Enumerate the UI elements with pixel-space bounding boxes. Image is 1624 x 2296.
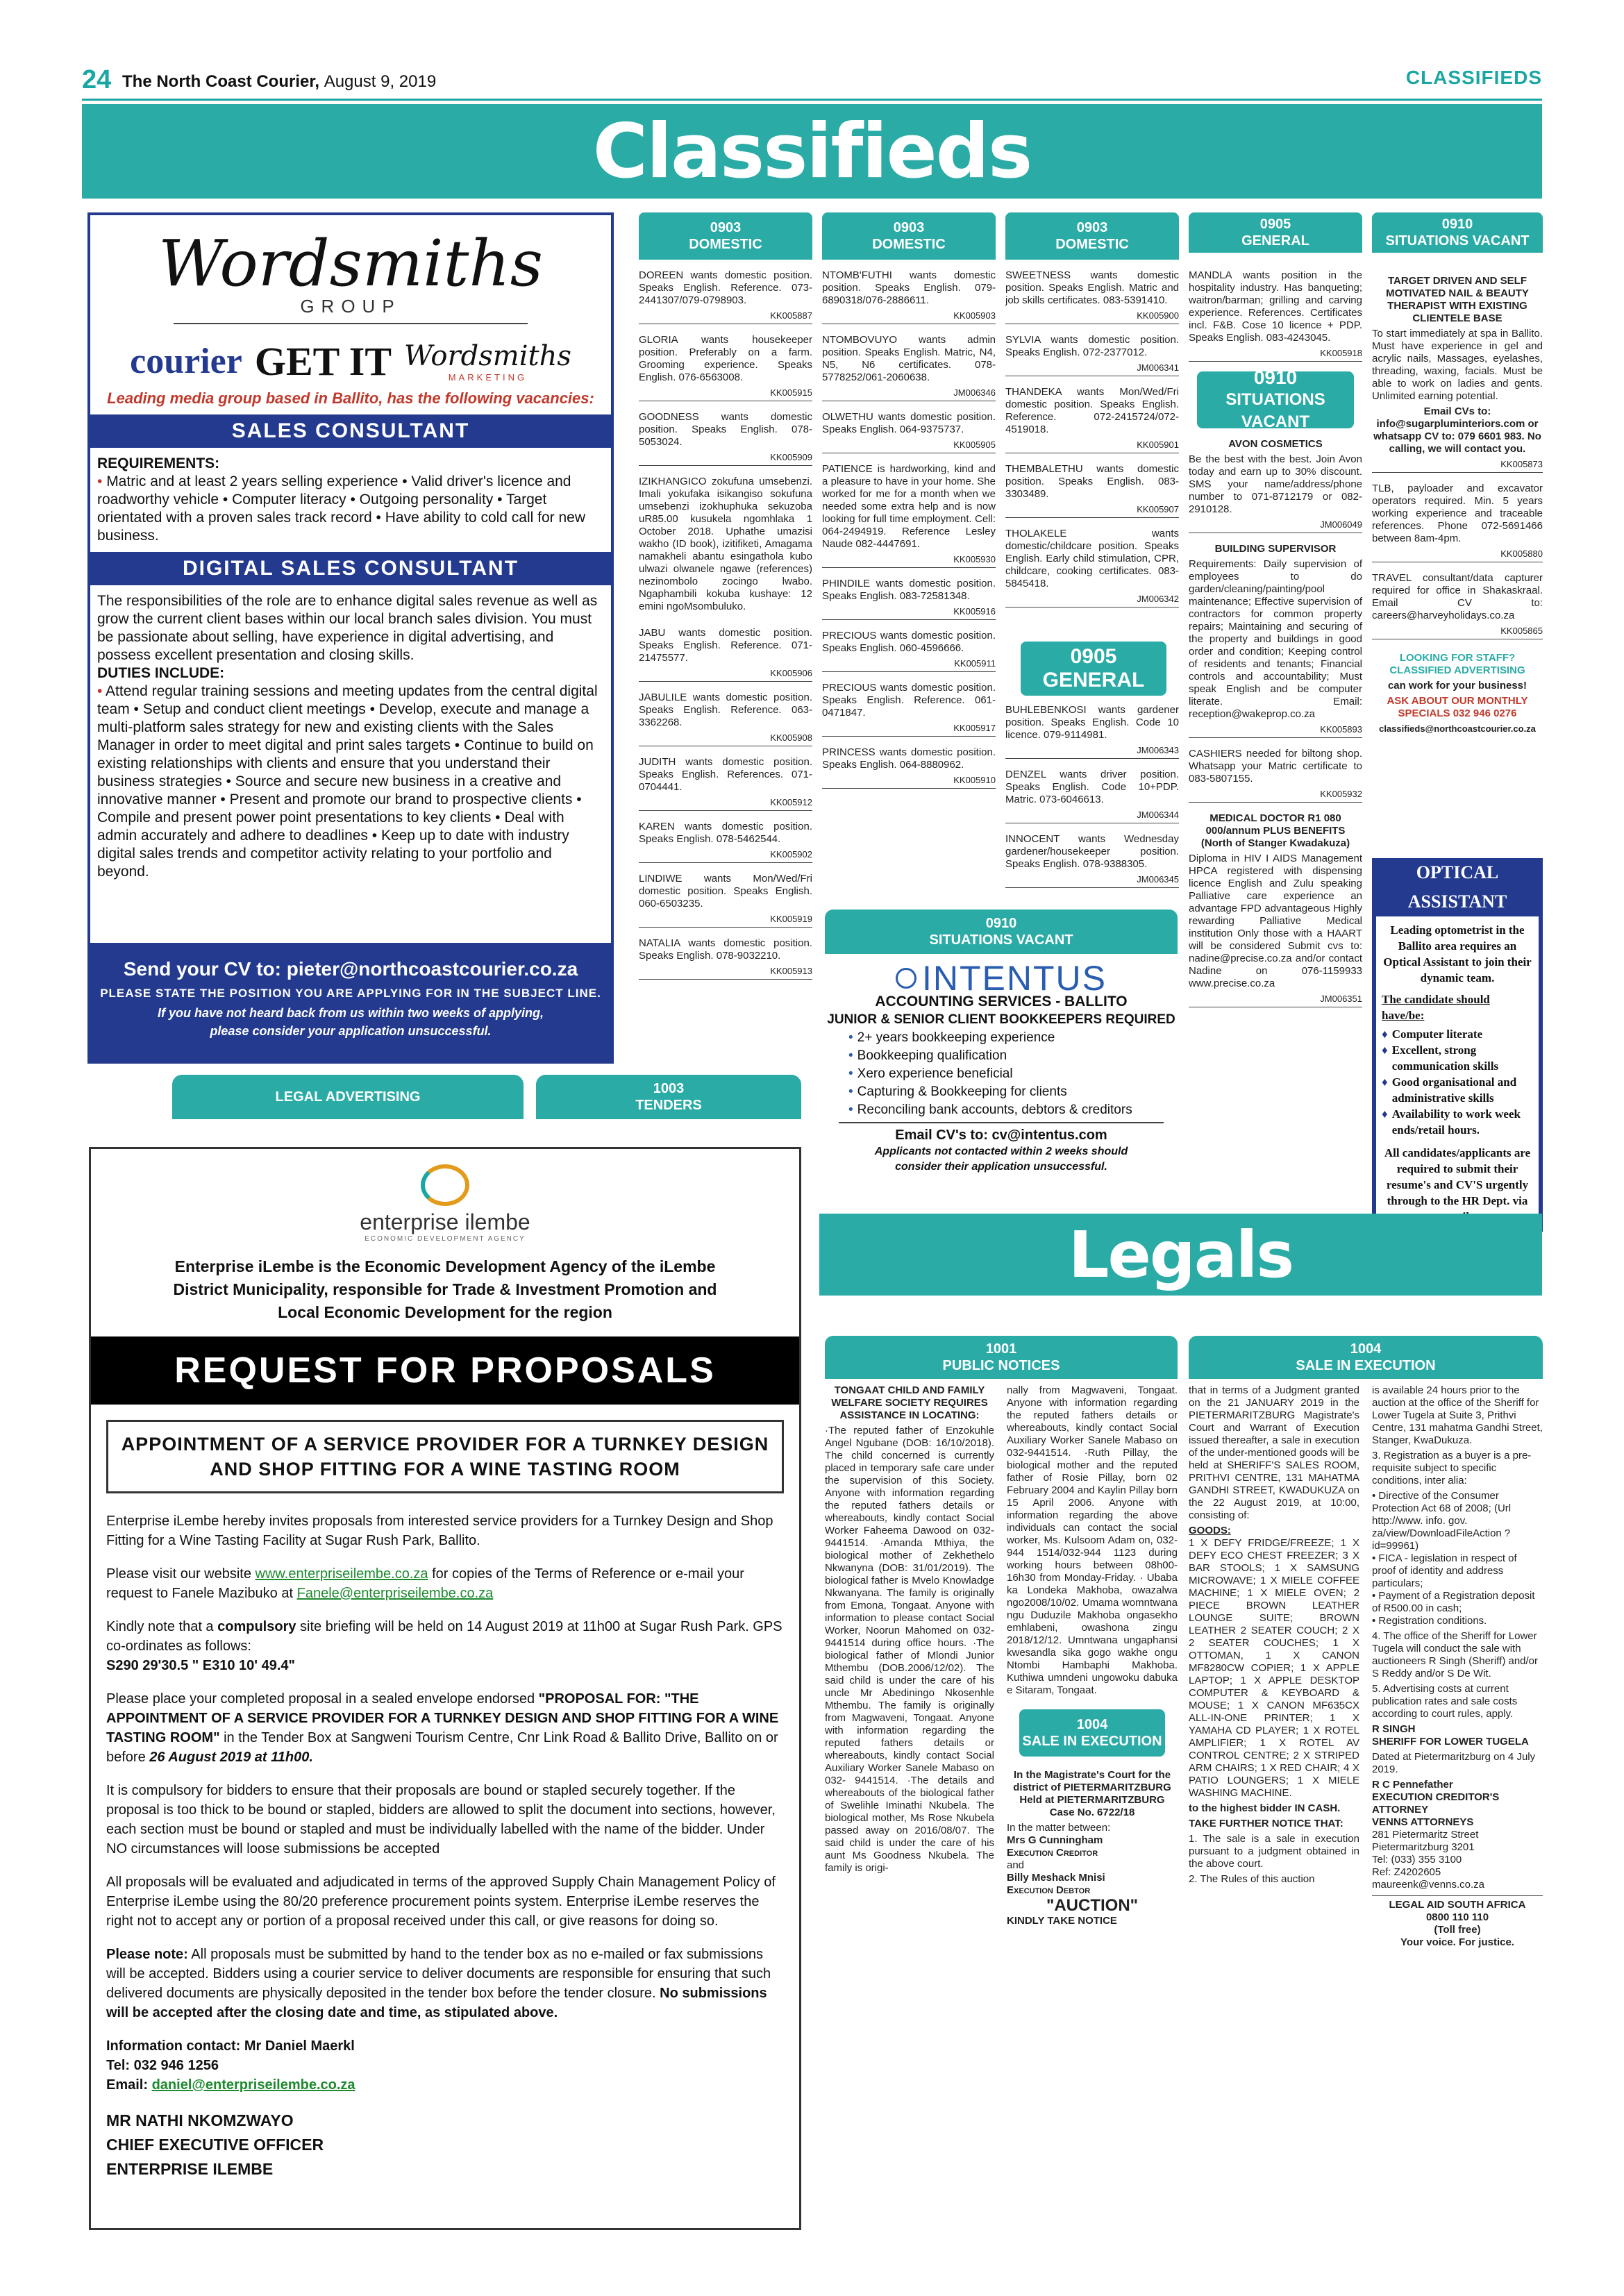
enterprise-ilembe-rfp xyxy=(89,1147,801,2230)
list-item-text: Good organisational and administrative skills xyxy=(1391,1075,1517,1105)
listing-ref: JM006346 xyxy=(822,387,996,401)
bullet-icon: ♦ xyxy=(1382,1075,1388,1089)
list-item xyxy=(1382,1026,1533,1042)
listing: PRECIOUS wants domestic position. Speaks English. 060-4596666. xyxy=(822,630,996,654)
domestic-column-2 xyxy=(822,269,996,798)
header-code: 1003 xyxy=(653,1081,685,1096)
listing-ref: KK005930 xyxy=(822,553,996,568)
listing-ref: KK005909 xyxy=(639,451,812,466)
sales-requirements: Matric and at least 2 years selling experience • Valid driver's licence and roadworthy vehicle • Computer literacy • Outgoing personality • Target orientated with a proven sales track record • Have ability to cold call for new business. xyxy=(97,474,586,544)
legal-aid-phone: 0800 110 110 xyxy=(1425,1911,1489,1923)
header-label: GENERAL xyxy=(1241,233,1309,249)
text: Email: xyxy=(106,2077,152,2093)
tongaat-heading: TONGAAT CHILD AND FAMILY WELFARE SOCIETY REQUIRES ASSISTANCE IN LOCATING: xyxy=(831,1384,988,1421)
listing: PRINCESS wants domestic position. Speaks English. 064-8880962. xyxy=(822,746,996,771)
staff-promo-specials: ASK ABOUT OUR MONTHLY SPECIALS 032 946 0276 xyxy=(1387,695,1528,719)
text: Kindly note that a xyxy=(106,1619,218,1634)
digital-intro: The responsibilities of the role are to enhance digital sales revenue as well as grow the current client bases within our local branch sales division. You must be passionate about selling, have experience in digital advertising, and possess excellent presentation and closing skills. xyxy=(97,593,598,663)
bullet-icon: • xyxy=(848,1048,853,1063)
listing-ref: KK005913 xyxy=(639,965,812,980)
header-code: 1004 xyxy=(1350,1341,1382,1357)
list-item-text: Availability to work week ends/retail hours. xyxy=(1391,1107,1521,1137)
listing: THANDEKA wants Mon/Wed/Fri domestic position. Speaks English. Reference. 072-2415724/072-4519018. xyxy=(1005,386,1179,435)
header-label: SITUATIONS VACANT xyxy=(1225,390,1325,431)
directive-3: • Payment of a Registration deposit of R500.00 in cash; xyxy=(1372,1590,1535,1614)
wordsmiths-small-logo: Wordsmiths xyxy=(404,340,571,372)
optical-requirements-heading: The candidate should have/be: xyxy=(1382,993,1490,1022)
listing: JUDITH wants domestic position. Speaks English. References. 071-0704441. xyxy=(639,756,812,793)
further-notice: TAKE FURTHER NOTICE THAT: xyxy=(1189,1818,1343,1829)
ad-ref: JM006049 xyxy=(1189,519,1362,533)
sheriff-name: R SINGH xyxy=(1372,1723,1416,1735)
travel-ad: TRAVEL consultant/data capturer required for office in Shakaskraal. Email CV to: careers@harveyholidays.co.za xyxy=(1372,572,1543,621)
list-item xyxy=(848,1083,1178,1101)
optical-assistant-ad xyxy=(1372,858,1543,1232)
header-code: 0910 xyxy=(1253,367,1298,388)
listing-ref: KK005907 xyxy=(1005,503,1179,518)
header-code: 0903 xyxy=(1076,220,1108,235)
signatory-org: ENTERPRISE ILEMBE xyxy=(106,2160,274,2178)
listing-ref: KK005905 xyxy=(822,439,996,453)
masthead-rule xyxy=(82,99,1542,101)
listing: JABULILE wants domestic position. Speaks English. Reference. 063-3362268. xyxy=(639,692,812,728)
getit-logo: GET IT xyxy=(254,338,392,384)
attorney-ref: Ref: Z4202605 xyxy=(1372,1866,1441,1878)
digital-sales-title: DIGITAL SALES CONSULTANT xyxy=(90,552,611,585)
listing-ref: KK005908 xyxy=(639,732,812,746)
sales-consultant-title: SALES CONSULTANT xyxy=(90,414,611,448)
listing: NATALIA wants domestic position. Speaks English. 078-9032210. xyxy=(639,937,812,962)
list-item xyxy=(848,1065,1178,1083)
header-sale-in-execution-1 xyxy=(1189,1336,1543,1379)
intentus-note: Applicants not contacted within 2 weeks should consider their application unsuccessful. xyxy=(874,1146,1128,1173)
text: No submissions will be accepted after the closing date and time, as stipulated above. xyxy=(106,1986,767,2020)
bullet-icon: • xyxy=(848,1103,853,1117)
header-domestic-2 xyxy=(822,212,996,260)
situations-vacant-column xyxy=(1372,275,1543,738)
enterprise-intro: Enterprise iLembe is the Economic Development Agency of the iLembe District Municipality, responsible for Trade & Investment Promotion and Local Economic Development for the region xyxy=(173,1257,717,1321)
listing-ref: JM006343 xyxy=(1005,744,1179,759)
intentus-logo-icon xyxy=(896,968,916,989)
enterprise-logo-sub: ECONOMIC DEVELOPMENT AGENCY xyxy=(365,1235,526,1243)
wordsmiths-tagline: Leading media group based in Ballito, has the following vacancies: xyxy=(107,389,594,407)
paper-name: The North Coast Courier, xyxy=(122,72,320,91)
classifieds-banner: Classifieds xyxy=(82,104,1542,199)
listing: PATIENCE is hardworking, kind and a pleasure to have in your home. She worked for me for a month when we needed some extra help and is now looking for full time employment. Cell: 064-2494919. Reference Lesley Naude 082-4447691. xyxy=(822,463,996,550)
header-label: PUBLIC NOTICES xyxy=(942,1358,1060,1373)
rfp-paragraph-6: All proposals will be evaluated and adjudicated in terms of the approved Supply Chain Management Policy of Enterprise iLembe using the 80/20 preference procurement points system. Enterprise iLembe reserves the right not to accept any or portion of a proposal received under this call, or give reasons for doing so. xyxy=(106,1875,776,1929)
domestic-column-1 xyxy=(639,269,812,989)
listing-ref: JM006345 xyxy=(1005,873,1179,888)
list-item xyxy=(848,1029,1178,1047)
bullet-icon: • xyxy=(848,1066,853,1081)
wordsmiths-group: GROUP xyxy=(300,296,401,317)
header-code: 0903 xyxy=(893,220,925,235)
listing-ref: JM006342 xyxy=(1005,593,1179,607)
tlb-ad: TLB, payloader and excavator operators required. Min. 5 years working experience and traceable references. Phone 072-5691466 between 8am-4pm. xyxy=(1372,483,1543,544)
listing: INNOCENT wants Wednesday gardener/housekeeper position. Speaks English. 078-9388305. xyxy=(1005,833,1179,870)
header-label: SITUATIONS VACANT xyxy=(1385,233,1530,249)
courier-logo: courier xyxy=(130,341,242,381)
rfp-paragraph-5: It is compulsory for bidders to ensure that their proposals are bound or stapled securely together. If the proposal is too thick to be bound or stapled, bidders are allowed to split the document into sections, however, each section must be bound or stapled and must be individually labelled with the name of the bidder. Under NO circumstances will loose submissions be accepted xyxy=(106,1783,776,1857)
sales-requirements-heading: REQUIREMENTS: xyxy=(97,455,220,471)
rfp-tel: Tel: 032 946 1256 xyxy=(106,2058,219,2073)
list-item-text: Xero experience beneficial xyxy=(857,1066,1013,1081)
between-label: In the matter between: xyxy=(1007,1822,1111,1834)
tongaat-notice-continued: nally from Magwaveni, Tongaat. Anyone with information regarding the reputed fathers details or whereabouts, kindly contact Social Auxiliary Worker Sanele Mabaso on 032-9441514. ·Ruth Pillay, the biological mother and the reputed father of Rosie Pillay, born 02 February 2004 and Kaylin Pillay born 15 April 2006. Anyone with information regarding the above individuals can contact the social worker, Ms. Kulsoom Adam on, 032-944 1514/032-944 1123 during working hours between 08h00-16h30 from Monday-Friday. · Ubaba ka Londeka Makhoba, owazalwa ngo2008/10/02. Umama womntwana ngu Duduzile Makhoba ongasekho emhlabeni, owashona zingu 2018/12/12. Umntwana ungaphansi kwesandla sika gogo wakhe ongu Ntombi Hambaphi Makhoba. Kuthiwa umndeni ungowoku dabuka e Sitaram, Tongaat. xyxy=(1007,1384,1178,1696)
rfp-paragraph-1: Enterprise iLembe hereby invites proposals from interested service providers for a Turnkey Design and Shop Fitting for a Wine Tasting Facility at Sugar Rush Park, Ballito. xyxy=(106,1514,773,1548)
listing: BUHLEBENKOSI wants gardener position. Speaks English. Code 10 licence. 079-9114981. xyxy=(1005,704,1179,741)
nail-therapist-heading: TARGET DRIVEN AND SELF MOTIVATED NAIL & BEAUTY THERAPIST WITH EXISTING CLIENTELE BASE xyxy=(1386,275,1529,324)
header-code: 0905 xyxy=(1070,645,1117,668)
listing: OLWETHU wants domestic position. Speaks English. 064-9375737. xyxy=(822,411,996,435)
listing-ref: KK005910 xyxy=(822,774,996,789)
header-general-2 xyxy=(1021,642,1166,696)
listing-ref xyxy=(639,616,812,617)
header-label: SITUATIONS VACANT xyxy=(929,932,1073,948)
staff-promo-title: LOOKING FOR STAFF? CLASSIFIED ADVERTISING xyxy=(1389,652,1525,676)
directive-1: • Directive of the Consumer Protection Act 68 of 2008; (Url http://www. info. gov. za/view/DownloadFileAction ?id=99961) xyxy=(1372,1490,1512,1552)
list-item-text: Capturing & Bookkeeping for clients xyxy=(857,1084,1067,1099)
debtor-role: Execution Debtor xyxy=(1007,1884,1091,1896)
attorney-name: R C Pennefather xyxy=(1372,1779,1453,1791)
list-item xyxy=(848,1101,1178,1119)
list-item xyxy=(848,1047,1178,1065)
header-general-1 xyxy=(1189,212,1362,253)
rfp-paragraph-2 xyxy=(106,1564,784,1603)
ad-ref: KK005865 xyxy=(1372,625,1543,639)
debtor-name: Billy Meshack Mnisi xyxy=(1007,1872,1105,1884)
goods-list: 1 X DEFY FRIDGE/FREEZE; 1 X DEFY ECO CHEST FREEZER; 3 X BAR STOOLS; 1 X SAMSUNG MICROWAVE; 1 X MIELE COFFEE MACHINE; 1 X MIELE OVEN; 2 PIECE BROWN LEATHER LOUNGE SUITE; BROWN LEATHER 2 SEATER COUCH; 2 X 2 SEATER COUCHES; 1 X OTTOMAN, 1 X CANON MF8280CW COPIER; 1 X APPLE LAPTOP; 1 X APPLE DESKTOP COMPUTER & KEYBOARD & MOUSE; 1 X CANON MF635CX ALL-IN-ONE PRINTER; 1 X YAMAHA CD PLAYER; 1 X ROTEL AMPLIFIER; 1 X ROTEL AV CONTROL CENTRE; 2 X STRIPED ARM CHAIRS; 1 X RED CHAIR; 4 X PATIO LOUNGERS; 1 X MIELE WASHING MACHINE. xyxy=(1189,1537,1359,1799)
ad-ref: KK005932 xyxy=(1189,788,1362,803)
listing: PHINDILE wants domestic position. Speaks English. 083-72581348. xyxy=(822,578,996,602)
text: All proposals must be submitted by hand to the tender box as no e-mailed or fax submissions will be accepted. Bidders using a courier service to deliver documents are responsible for ensuring that such delivered documents are physically deposited in the tender box before the tender closure. xyxy=(106,1947,771,2001)
staff-promo-sub: can work for your business! xyxy=(1387,680,1527,692)
sale-execution-column-2 xyxy=(1372,1384,1543,1949)
marketing-label: MARKETING xyxy=(448,371,528,383)
text: site briefing will be held on 14 August 2019 at 11h00 at Sugar Rush Park. GPS co-ordinates as follows: xyxy=(106,1619,782,1654)
intentus-subheading: JUNIOR & SENIOR CLIENT BOOKKEEPERS REQUIRED xyxy=(827,1012,1175,1027)
newspaper-name xyxy=(122,72,436,92)
ad-ref: KK005880 xyxy=(1372,548,1543,562)
text: "PROPOSAL FOR: "THE APPOINTMENT OF A SERVICE PROVIDER FOR A TURNKEY DESIGN AND SHOP FITTING FOR A WINE TASTING ROOM" xyxy=(106,1691,779,1745)
listing: DOREEN wants domestic position. Speaks English. Reference. 073-2441307/079-0798903. xyxy=(639,269,812,306)
header-public-notices xyxy=(825,1336,1178,1379)
nail-therapist-contact: Email CVs to: info@sugarpluminteriors.com or whatsapp CV to: 079 6601 983. No calling, we will contact you. xyxy=(1373,405,1541,455)
signatory-title: CHIEF EXECUTIVE OFFICER xyxy=(106,2136,324,2154)
rfp-paragraph-4 xyxy=(106,1689,784,1767)
avon-heading: AVON COSMETICS xyxy=(1228,438,1323,450)
intentus-email[interactable]: Email CV's to: cv@intentus.com xyxy=(895,1128,1107,1143)
header-code: 0910 xyxy=(1441,217,1473,232)
judgment-notice: that in terms of a Judgment granted on the 21 JANUARY 2019 in the PIETERMARITZBURG Magistrate's Court and Warrant of Execution issued thereafter, a sale in execution of the under-mentioned goods will be held at SHERIFF'S SALES ROOM, PRITHVI CENTRE, 131 MAHATMA GANDHI STREET, KWADUKUZA on the 22 August 2019, at 10:00, consisting of: xyxy=(1189,1384,1359,1521)
legals-banner: Legals xyxy=(819,1214,1542,1296)
legal-aid-tollfree: (Toll free) xyxy=(1434,1924,1481,1936)
listing-ref: KK005911 xyxy=(822,657,996,672)
rfp-paragraph-3 xyxy=(106,1617,784,1675)
dated: Dated at Pietermaritzburg on 4 July 2019. xyxy=(1372,1751,1536,1775)
optical-requirements xyxy=(1382,1026,1533,1138)
duties-heading: DUTIES INCLUDE: xyxy=(97,665,225,681)
bullet-icon: ♦ xyxy=(1382,1107,1388,1121)
intentus-logo: INTENTUS xyxy=(922,959,1107,998)
intentus-heading: ACCOUNTING SERVICES - BALLITO xyxy=(875,994,1128,1009)
listing-ref: KK005900 xyxy=(1005,310,1179,324)
notice-4: 4. The office of the Sheriff for Lower Tugela will conduct the sale with auctioneers R Singh (Sheriff) and/or S Reddy and/or S De Wit. xyxy=(1372,1630,1539,1679)
header-label: DOMESTIC xyxy=(1055,237,1129,252)
nail-therapist-ad: To start immediately at spa in Ballito. Must have experience in gel and acrylic nails, Massages, eyelashes, threading, waxing, facials. Must be able to work on ladies and gents. Unlimited earning potential. xyxy=(1372,328,1543,402)
gps-coordinates: S290 29'30.5 " E310 10' 49.4" xyxy=(106,1658,296,1673)
listing: THOLAKELE wants domestic/childcare position. Speaks English. Early child stimulation, CPR, childcare, cooking certificates. 083-5845418. xyxy=(1005,528,1179,589)
notice-2: 2. The Rules of this auction xyxy=(1189,1873,1315,1885)
list-item-text: Excellent, strong communication skills xyxy=(1391,1044,1499,1073)
optical-title: OPTICAL ASSISTANT xyxy=(1407,862,1507,912)
listing: SYLVIA wants domestic position. Speaks English. 072-2377012. xyxy=(1005,334,1179,358)
attorney-email[interactable]: maureenk@venns.co.za xyxy=(1372,1879,1543,1896)
public-notices-column-1 xyxy=(825,1384,994,1877)
highest-bidder: to the highest bidder IN CASH. xyxy=(1189,1802,1341,1814)
wordsmiths-logo: Wordsmiths xyxy=(158,226,543,301)
classifieds-email[interactable]: classifieds@northcoastcourier.co.za xyxy=(1379,723,1536,734)
directive-4: • Registration conditions. xyxy=(1372,1615,1487,1627)
listing: NTOMB'FUTHI wants domestic position. Speaks English. 079-6890318/076-2886611. xyxy=(822,269,996,306)
medical-doctor-ad: Diploma in HIV I AIDS Management HPCA registered with dispensing licence English and Zulu speaking Palliative care experience an advantage FPD advantageous Highly rewarding Palliative Medical institution Only those with a HAART will be considered Submit cvs to: nadine@precise.co.za and/or contact Nadine on 076-1159933 www.precise.co.za xyxy=(1189,853,1362,989)
fanele-email-link[interactable]: Fanele@enterpriseilembe.co.za xyxy=(296,1586,494,1601)
listing-ref: KK005912 xyxy=(639,796,812,811)
closing-date: 26 August 2019 at 11h00. xyxy=(149,1750,313,1765)
header-domestic-1 xyxy=(639,212,812,260)
bullet-icon: • xyxy=(97,683,106,699)
bullet-icon: • xyxy=(848,1084,853,1099)
attorney-role: EXECUTION CREDITOR'S ATTORNEY xyxy=(1372,1791,1500,1816)
ad-ref: JM006351 xyxy=(1189,993,1362,1007)
section-name: CLASSIFIEDS xyxy=(1405,67,1542,88)
header-sv-3 xyxy=(825,910,1178,954)
listing-ref: KK005919 xyxy=(639,913,812,928)
header-sv-1 xyxy=(1372,212,1543,253)
enterprise-logo-icon xyxy=(421,1164,469,1206)
listing: KAREN wants domestic position. Speaks English. 078-5462544. xyxy=(639,821,812,845)
tongaat-notice: ·The reputed father of Enzokuhle Angel Ngubane (DOB: 16/10/2018). The child concerned is currently placed in temporary safe care under the supervision of this Society. Anyone with information regarding the reputed fathers details or whereabouts, kindly contact Social Worker Faheema Dawood on 032-9441514. ·Amanda Mthiya, the biological mother of Zekhethelo Nkwanyna (DOB: 31/01/2019). The biological father is Mvelo Knowladge Nkwanyana. The family is originally from Emona, Tongaat. Anyone with information to please contact Social Worker, Noorun Mahomed on 032-9441514 during office hours. ·The biological father of Mlondi Junior Mthembu (DOB.2006/12/02). The said child is under the care of his uncle Mr Abediningo Nkosenhle Mthembu. The family is originally from Magwaveni, Tongaat. Anyone with information regarding the reputed fathers details or whereabouts, kindly contact Social Auxiliary Worker Sanele Mabaso on 032- 9441514. ·The details and whereabouts of the biological father of Swelihle Iminathi Nkubela. The biological mother, Ms Rose Nkubela passed away on 2016/08/07. The said child is under the care of his aunt Ms Goodness Nkubela. The family is origi- xyxy=(825,1425,994,1874)
subject-line-note: PLEASE STATE THE POSITION YOU ARE APPLYING FOR IN THE SUBJECT LINE. xyxy=(100,987,601,1000)
listing: GLORIA wants housekeeper position. Preferably on a farm. Grooming experience. Speaks English. 076-6563008. xyxy=(639,334,812,383)
list-item xyxy=(1382,1106,1533,1138)
listing-ref: KK005917 xyxy=(822,722,996,737)
listing: GOODNESS wants domestic position. Speaks English. 078-5053024. xyxy=(639,411,812,448)
page-number: 24 xyxy=(82,65,112,94)
legal-aid-slogan: Your voice. For justice. xyxy=(1400,1936,1514,1948)
text: for copies of the Terms of Reference or e-mail your request to Fanele Mazibuko at xyxy=(106,1566,744,1601)
header-label: DOMESTIC xyxy=(689,237,762,252)
notice-1: 1. The sale is a sale in execution pursuant to a judgment obtained in the above court. xyxy=(1189,1833,1359,1870)
rfp-subtitle: APPOINTMENT OF A SERVICE PROVIDER FOR A TURNKEY DESIGN AND SHOP FITTING FOR A WINE TASTING ROOM xyxy=(106,1420,784,1493)
daniel-email-link[interactable]: daniel@enterpriseilembe.co.za xyxy=(151,2077,355,2093)
public-notices-column-2 xyxy=(1007,1384,1178,1927)
listing: SWEETNESS wants domestic position. Speaks English. Matric and job skills certificates. 083-5391410. xyxy=(1005,269,1179,306)
listing-ref: KK005887 xyxy=(639,310,812,324)
building-supervisor-ad: Requirements: Daily supervision of employees to do garden/cleaning/painting/pool maintenance; Effective supervision of contractors for common property repairs; Maintaining and securing of the property and buildings in good order and condition; Keeping control of residents and tenants; Financial controls and accountability; Must speak English and be computer literate. Email: reception@wakeprop.co.za xyxy=(1189,558,1362,720)
intentus-requirements xyxy=(825,1029,1178,1119)
header-code: 1001 xyxy=(985,1341,1017,1357)
header-code: 0910 xyxy=(985,916,1017,931)
header-legal-advertising xyxy=(172,1075,524,1119)
intentus-ad xyxy=(825,961,1178,1226)
signatory-name: MR NATHI NKOMZWAYO xyxy=(106,2111,294,2129)
listing-ref: KK005901 xyxy=(1005,439,1179,453)
listing-ref: KK005906 xyxy=(639,667,812,682)
listing-ref: KK005916 xyxy=(822,605,996,620)
header-code: 0905 xyxy=(1259,217,1291,232)
text: Please visit our website xyxy=(106,1566,256,1582)
creditor-role: Execution Creditor xyxy=(1007,1847,1098,1859)
optical-outro: All candidates/applicants are required to submit their resume's and CV'S urgently through to the HR Dept. via xyxy=(1384,1146,1531,1207)
listing: PRECIOUS wants domestic position. Speaks English. Reference. 061-0471847. xyxy=(822,682,996,719)
header-sv-2 xyxy=(1197,367,1354,431)
header-label: LEGAL ADVERTISING xyxy=(275,1089,421,1105)
header-code: 1004 xyxy=(1076,1717,1108,1732)
issue-date: August 9, 2019 xyxy=(324,72,437,91)
medical-doctor-heading: MEDICAL DOCTOR R1 080 000/annum PLUS BENEFITS (North of Stanger Kwadakuza) xyxy=(1200,812,1350,849)
rfp-title: REQUEST FOR PROPOSALS xyxy=(91,1336,799,1405)
sale-execution-column-1 xyxy=(1189,1384,1359,1888)
listing-ref: KK005903 xyxy=(822,310,996,324)
header-label: SALE IN EXECUTION xyxy=(1022,1734,1162,1749)
take-notice: KINDLY TAKE NOTICE xyxy=(1007,1915,1117,1927)
list-item-text: Computer literate xyxy=(1391,1028,1483,1041)
list-item xyxy=(1382,1042,1533,1074)
text: Please place your completed proposal in a sealed envelope endorsed xyxy=(106,1691,539,1707)
list-item-text: 2+ years bookkeeping experience xyxy=(857,1030,1055,1045)
rfp-email xyxy=(106,2075,784,2095)
bullet-icon: • xyxy=(97,474,107,489)
auction-label: "AUCTION" xyxy=(1046,1896,1139,1915)
listing: IZIKHANGICO zokufuna umsebenzi. Imali yokufaka isikangiso sokufuna umsebenzi izokhuphuka sekuzoba uR85.00 kusukela ngomhlaka 1 October 2018. Uphathe umazisi wakho (ID book), izitifiketi, Amagama namakheli abantu esingathola kubo ulwazi olwanele ngawe (references) nezinombolo zocingo lwabo. Ngaphambili kokuba kushaye: 12 emini ngoMsombuluko. xyxy=(639,476,812,612)
bullet-icon: • xyxy=(848,1030,853,1045)
rfp-contact: Information contact: Mr Daniel Maerkl xyxy=(106,2038,355,2054)
auction-rules: is available 24 hours prior to the auction at the office of the Sheriff for Lower Tugela at Suite 3, Prithvi Centre, 131 mahatma Gandhi Street, Stanger, KwaDukuza. xyxy=(1372,1384,1543,1446)
list-item-text: Bookkeeping qualification xyxy=(857,1048,1007,1063)
header-sale-in-execution-2 xyxy=(1019,1709,1165,1757)
avon-ad: Be the best with the best. Join Avon today and earn up to 30% discount. SMS your name/address/phone number to 071-8712179 or 082-2910128. xyxy=(1189,453,1362,515)
list-item xyxy=(1382,1074,1533,1106)
header-tenders xyxy=(536,1075,801,1119)
ad-ref: KK005893 xyxy=(1189,723,1362,738)
legal-aid-name: LEGAL AID SOUTH AFRICA xyxy=(1389,1899,1526,1911)
text: in the Tender Box at Sangweni Tourism Centre, Cnr Link Road & Ballito Drive, Ballito on or before xyxy=(106,1730,778,1765)
header-label: GENERAL xyxy=(1042,669,1145,692)
list-item-text: Reconciling bank accounts, debtors & creditors xyxy=(857,1103,1132,1117)
unsuccessful-note: If you have not heard back from us within two weeks of applying, please consider your application unsuccessful. xyxy=(157,1006,544,1038)
bullet-icon: ♦ xyxy=(1382,1028,1388,1041)
listing: THEMBALETHU wants domestic position. Speaks English. 083-3303489. xyxy=(1005,463,1179,500)
text: Please note: xyxy=(106,1947,188,1962)
building-supervisor-heading: BUILDING SUPERVISOR xyxy=(1214,543,1337,555)
notice-5: 5. Advertising costs at current publication rates and sale costs according to court rules, apply. xyxy=(1372,1683,1518,1720)
header-label: TENDERS xyxy=(635,1098,702,1113)
attorney-address: 281 Pietermaritz Street Pietermaritzburg 3201 xyxy=(1372,1829,1479,1853)
listing: DENZEL wants driver position. Speaks English. Code 10+PDP. Matric. 073-6046613. xyxy=(1005,769,1179,805)
attorney-tel: Tel: (033) 355 3100 xyxy=(1372,1854,1462,1866)
domestic-column-3 xyxy=(1005,269,1179,617)
listing-ref: KK005915 xyxy=(639,387,812,401)
listing: JABU wants domestic position. Speaks English. Reference. 071-21475577. xyxy=(639,627,812,664)
general-column xyxy=(1005,704,1179,898)
directive-2: • FICA - legislation in respect of proof of identity and address particulars; xyxy=(1372,1552,1517,1589)
and-label: and xyxy=(1007,1859,1025,1871)
goods-heading: GOODS: xyxy=(1189,1525,1231,1536)
enterprise-logo: enterprise ilembe xyxy=(360,1209,530,1234)
ad-ref: KK005873 xyxy=(1372,458,1543,473)
listing: LINDIWE wants Mon/Wed/Fri domestic position. Speaks English. 060-6503235. xyxy=(639,873,812,910)
creditor-name: Mrs G Cunningham xyxy=(1007,1834,1103,1846)
header-label: SALE IN EXECUTION xyxy=(1296,1358,1436,1373)
header-label: DOMESTIC xyxy=(872,237,946,252)
send-cv-email[interactable]: Send your CV to: pieter@northcoastcourier.co.za xyxy=(123,958,578,980)
mandla-ad: MANDLA wants position in the hospitality industry. Has banqueting; waitron/barman; grilling and carving experience. References. Certificates incl. F&B. Cose 10 licence + PDP. Speaks English. 083-4243045. xyxy=(1189,269,1362,344)
text: compulsory xyxy=(217,1619,296,1634)
listing-ref: JM006341 xyxy=(1005,362,1179,376)
wordsmiths-ad xyxy=(87,212,614,1064)
listing-ref: JM006344 xyxy=(1005,809,1179,823)
listing: NTOMBOVUYO wants admin position. Speaks English. Matric, N4, N5, N6 certificates. 078-5778252/061-2060638. xyxy=(822,334,996,383)
duties-list: Attend regular training sessions and meeting updates from the central digital team • Setup and conduct client meetings • Develop, execute and manage a multi-platform sales strategy for new and existing clients with the Sales Manager in order to meet digital and print sales targets • Continue to build on existing relationships with clients and ensure that you understand their business strategies • Source and secure new business in a creative and innovative manner • Present and promote our brand to prospective clients • Compile and present power point presentations to key clients • Deal with admin accurately and adhere to deadlines • Keep up to date with industry digital sales trends and competitor activity relating to your portfolio and beyond. xyxy=(97,683,598,880)
general-column-2 xyxy=(1189,269,1362,1017)
attorney-firm: VENNS ATTORNEYS xyxy=(1372,1816,1474,1828)
listing-ref: KK005902 xyxy=(639,848,812,863)
optical-intro: Leading optometrist in the Ballito area requires an Optical Assistant to join their dynamic team. xyxy=(1383,923,1532,984)
header-domestic-3 xyxy=(1005,212,1179,260)
bullet-icon: ♦ xyxy=(1382,1044,1388,1057)
website-link[interactable]: www.enterpriseilembe.co.za xyxy=(255,1566,428,1582)
cashiers-ad: CASHIERS needed for biltong shop. Whatsapp your Matric certificate to 083-5807155. xyxy=(1189,748,1362,785)
court-details: In the Magistrate's Court for the district of PIETERMARITZBURG Held at PIETERMARITZBURG Case No. 6722/18 xyxy=(1013,1769,1171,1818)
header-code: 0903 xyxy=(710,220,742,235)
notice-3: 3. Registration as a buyer is a pre-requisite subject to specific conditions, inter alia: xyxy=(1372,1450,1532,1486)
ad-ref: KK005918 xyxy=(1189,347,1362,362)
sheriff-title: SHERIFF FOR LOWER TUGELA xyxy=(1372,1736,1529,1748)
rfp-paragraph-7 xyxy=(106,1945,784,2022)
